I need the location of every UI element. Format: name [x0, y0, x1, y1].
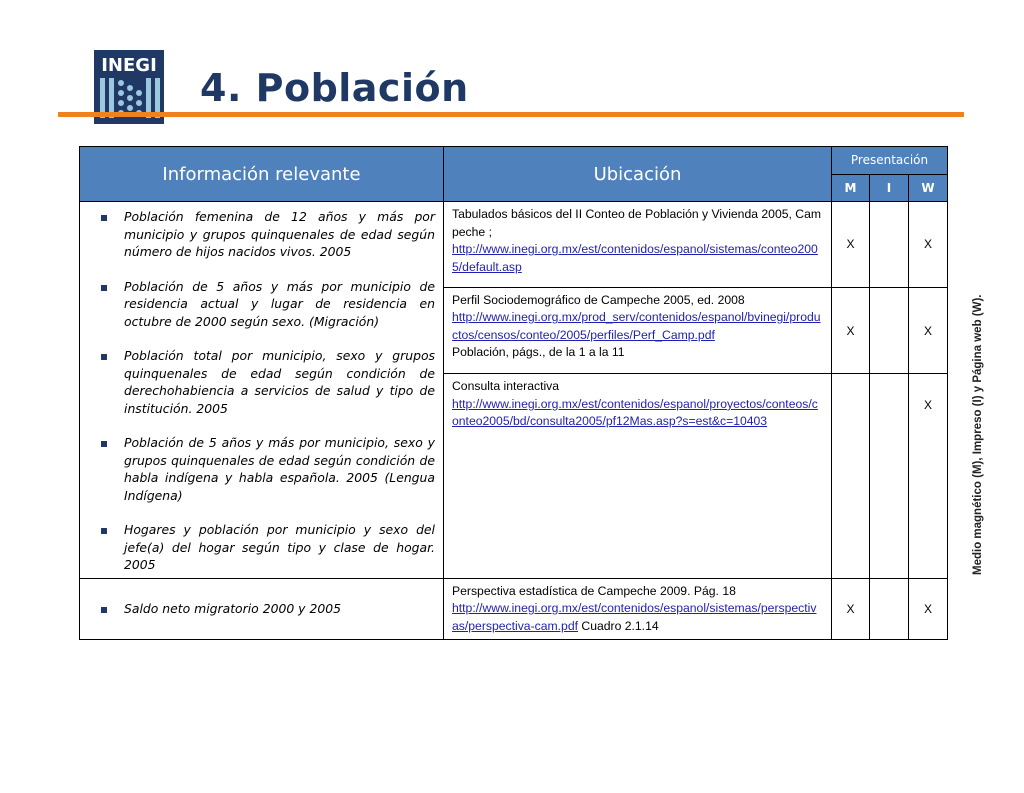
source-link[interactable]: http://www.inegi.org.mx/prod_serv/contenidos/espanol/bvinegi/productos/censos/conteo/2005/perfiles/Perf_Camp.pdf — [452, 310, 821, 342]
mark-w: X — [909, 287, 948, 374]
header-presentation: Presentación — [832, 147, 948, 175]
mark-i — [870, 287, 909, 374]
source-cell — [444, 374, 832, 578]
source-cell — [444, 578, 832, 640]
logo-text: INEGI — [101, 55, 157, 76]
header-info: Información relevante — [80, 147, 444, 202]
mark-i — [870, 202, 909, 288]
title-underline — [58, 112, 964, 117]
source-text: Tabulados básicos del II Conteo de Población y Vivienda 2005, Campeche ; — [452, 207, 822, 239]
source-text: Perfil Sociodemográfico de Campeche 2005, ed. 2008 — [452, 292, 745, 307]
list-item: Hogares y población por municipio y sexo del jefe(a) del hogar según tipo y clase de hogar. 2005 — [98, 521, 435, 574]
source-link[interactable]: http://www.inegi.org.mx/est/contenidos/espanol/sistemas/conteo2005/default.asp — [452, 242, 818, 274]
info-list — [98, 600, 435, 618]
list-item: Población total por municipio, sexo y grupos quinquenales de edad según condición de derechohabiencia a servicios de salud y tipo de institución. 2005 — [98, 347, 435, 417]
header-m: M — [832, 174, 870, 202]
mark-i — [870, 374, 909, 578]
mark-w: X — [909, 202, 948, 288]
list-item: Saldo neto migratorio 2000 y 2005 — [98, 600, 435, 618]
info-list-cell — [80, 202, 444, 579]
header-location: Ubicación — [444, 147, 832, 202]
mark-i — [870, 578, 909, 640]
mark-m: X — [832, 202, 870, 288]
list-item: Población de 5 años y más por municipio, sexo y grupos quinquenales de edad según condición de habla indígena y habla española. 2005 (Lengua Indígena) — [98, 434, 435, 504]
header-w: W — [909, 174, 948, 202]
info-list — [98, 208, 435, 574]
header-i: I — [870, 174, 909, 202]
mark-m — [832, 374, 870, 578]
source-cell — [444, 202, 832, 288]
source-link[interactable]: http://www.inegi.org.mx/est/contenidos/espanol/sistemas/perspectivas/perspectiva-cam.pdf — [452, 601, 817, 633]
page-title: 4. Población — [200, 66, 469, 110]
source-text: Perspectiva estadística de Campeche 2009. Pág. 18 — [452, 583, 736, 598]
mark-w: X — [909, 578, 948, 640]
source-suffix: Cuadro 2.1.14 — [578, 618, 659, 633]
data-table — [79, 146, 948, 640]
side-note: Medio magnético (M), Impreso (I) y Página web (W). — [972, 294, 984, 575]
source-text: Consulta interactiva — [452, 379, 560, 394]
source-cell — [444, 287, 832, 374]
list-item: Población femenina de 12 años y más por municipio y grupos quinquenales de edad según número de hijos nacidos vivos. 2005 — [98, 208, 435, 261]
info-list-cell — [80, 578, 444, 640]
list-item: Población de 5 años y más por municipio de residencia actual y lugar de residencia en octubre de 2000 según sexo. (Migración) — [98, 278, 435, 331]
mark-m: X — [832, 578, 870, 640]
mark-w: X — [909, 374, 948, 578]
source-extra: Población, págs., de la 1 a la 11 — [452, 345, 625, 360]
source-link[interactable]: http://www.inegi.org.mx/est/contenidos/espanol/proyectos/conteos/conteo2005/bd/consulta2005/pf12Mas.asp?s=est&c=10403 — [452, 396, 818, 429]
mark-m: X — [832, 287, 870, 374]
